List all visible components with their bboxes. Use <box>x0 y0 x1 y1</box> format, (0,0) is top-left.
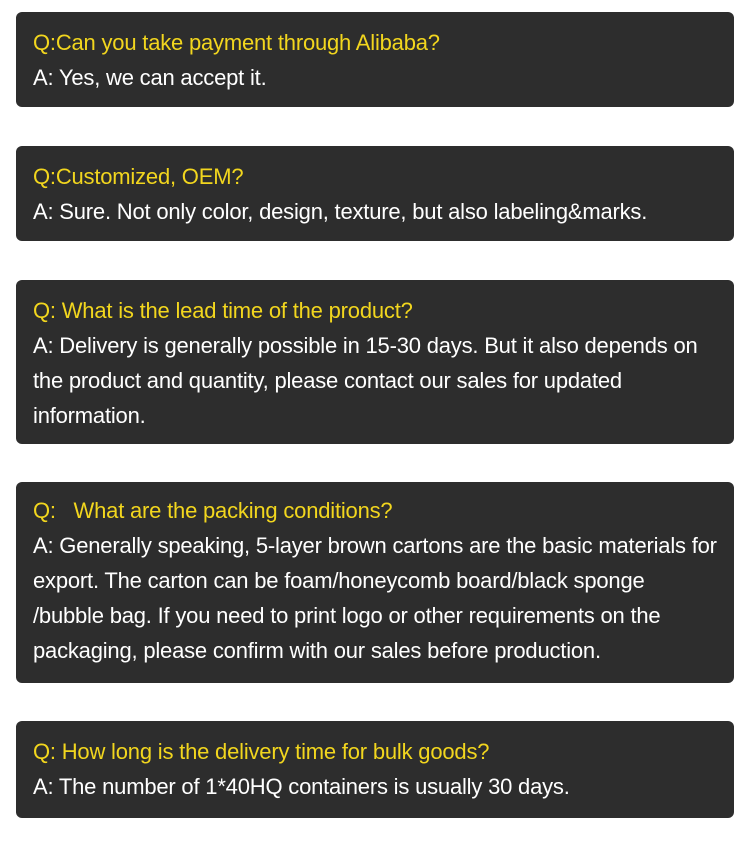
faq-card-customization <box>16 146 734 241</box>
faq-question: Q:Can you take payment through Alibaba? <box>33 30 440 55</box>
faq-answer: A: Yes, we can accept it. <box>33 65 267 90</box>
faq-card-lead-time <box>16 280 734 444</box>
faq-card-packing <box>16 482 734 683</box>
faq-question: Q: What are the packing conditions? <box>33 498 393 523</box>
faq-card-bulk-delivery <box>16 721 734 818</box>
faq-question: Q: What is the lead time of the product? <box>33 298 413 323</box>
faq-question: Q:Customized, OEM? <box>33 164 244 189</box>
faq-card-payment <box>16 12 734 107</box>
faq-answer: A: Generally speaking, 5-layer brown cartons are the basic materials for export. The carton can be foam/honeycomb board/black sponge /bubble bag. If you need to print logo or other requirements on the packaging, please confirm with our sales before production. <box>33 533 717 663</box>
faq-answer: A: The number of 1*40HQ containers is usually 30 days. <box>33 774 570 799</box>
faq-question: Q: How long is the delivery time for bulk goods? <box>33 739 490 764</box>
faq-answer: A: Sure. Not only color, design, texture, but also labeling&marks. <box>33 199 648 224</box>
faq-answer: A: Delivery is generally possible in 15-30 days. But it also depends on the product and quantity, please contact our sales for updated information. <box>33 333 698 428</box>
